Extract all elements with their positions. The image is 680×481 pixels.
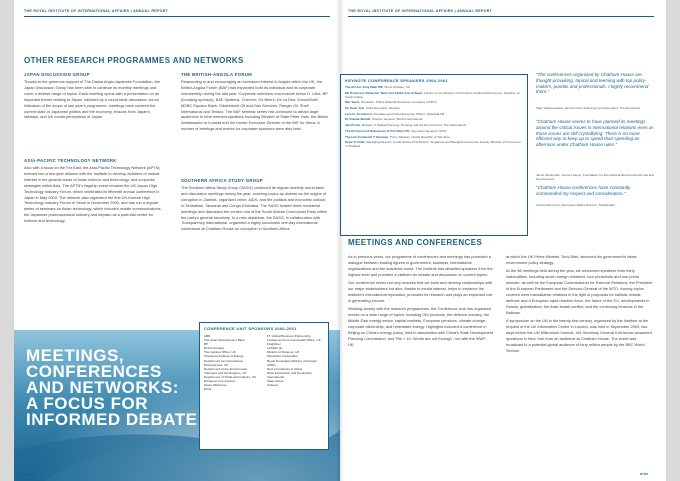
speaker-name: Dr Claude Mandil	[345, 117, 371, 122]
sponsor-item: Department of the Environment, Transport and the Regions, UK	[204, 366, 248, 375]
sponsor-item: ABB	[204, 334, 211, 338]
sponsors-list-col2	[267, 334, 324, 391]
section-title: OTHER RESEARCH PROGRAMMES AND NETWORKS	[24, 56, 244, 65]
speaker-name: The Rt Hon Tony Blair MP	[345, 85, 383, 89]
running-header-right: THE ROYAL INSTITUTE OF INTERNATIONAL AFFAIRS | ANNUAL REPORT	[348, 9, 493, 13]
angola-heading: THE BRITISH-ANGOLA FORUM	[181, 72, 253, 77]
right-page	[340, 0, 666, 481]
speaker-role: , President and Chief Executive Officer, Vattenfall AB	[371, 111, 444, 116]
sponsor-item: Chartered Institute of Energy	[204, 354, 244, 359]
sponsor-item: Department of Trade and Industry, UK	[204, 374, 257, 379]
speaker-role: , Chief Executive, Reuters	[364, 106, 400, 111]
sponsor-item: Department for International Development, UK	[204, 358, 243, 367]
keynote-speaker	[345, 92, 523, 100]
keynote-speaker	[345, 124, 523, 128]
header-rule	[24, 16, 330, 17]
speaker-role: , President, China National Petroleum Company (CNPC)	[359, 100, 437, 105]
speaker-name: The Hon Frederick T. Sumaye	[345, 134, 389, 139]
speaker-name: The Rt Hon Lord Robertson of Port Ellen PC	[345, 128, 410, 133]
sponsors-box	[199, 322, 329, 450]
speaker-role: , Prime Minister, United Republic of Tanzania	[388, 134, 450, 139]
aptn-heading: ASIA-PACIFIC TECHNOLOGY NETWORK	[24, 158, 117, 163]
speaker-name: Sir Peter Job	[345, 106, 365, 111]
speaker-role: , Minister of Spatial Planning, Housing and the Environment, The Netherlands	[359, 123, 467, 128]
header-rule	[348, 16, 654, 17]
meetings-col2: at which the UK Prime Minister, Tony Blair, launched his government's latest environment policy strategy. At the 98 meetings held during the year, we welcomed speakers from thirty nationalities, including seven foreign ministers, four presidents and one prime minister, as well as the European Commissioner for External Relations, the President of the European Parliament and the Director-General of the WTO. Among topics covered were transatlantic relations in the light of proposals for ballistic missile defence and a European rapid reaction force, the future of the EU, developments in Russia, globalization, the Arab-Israeli conflict, and the continuing tensions in the Balkans. A symposium on the UN in the twenty-first century, organized by the Institute at the request of the UK Information Centre in London, was held in September 2000, two days before the UN Millennium Summit. UN Secretary General Kofi Annan answered questions in New York from an audience at Chatham House. The event was broadcast to a potential global audience of forty million people by the BBC World Service.	[506, 254, 653, 353]
sponsors-heading: CONFERENCE UNIT SPONSORS 2000-2001	[204, 326, 297, 331]
speaker-role: , Adviser to the Ministry of Petroleum & Mineral Resources, Kingdom of Saudi Arabia	[345, 90, 520, 99]
speaker-name: Jan Pronk	[345, 123, 360, 128]
sponsor-item: Kingfisher	[267, 342, 281, 347]
sponsor-item: British Airways	[204, 346, 225, 351]
speaker-role: , Prime Minister, UK	[382, 85, 411, 89]
keynote-speaker	[345, 107, 523, 111]
sponsor-item: European Commission	[204, 379, 236, 384]
speaker-name: HE Professor Pataa bin Tamir bin Abdul Aziz al Saud	[345, 90, 423, 95]
page-number-right: nine	[640, 472, 649, 476]
keynote-speaker	[345, 141, 523, 149]
sasg-heading: SOUTHERN AFRICA STUDY GROUP	[181, 178, 263, 183]
sponsor-item: BP	[204, 342, 209, 347]
sponsors-list-col1	[204, 334, 261, 391]
sponsor-item: Nest Companies in China	[267, 366, 303, 371]
meetings-title: MEETINGS AND CONFERENCES	[348, 238, 483, 247]
sponsor-item: Shell Exploration and Production International	[267, 370, 312, 379]
quote-3: "Chatham House conferences have constantly commanded my respect and consideration."	[536, 185, 631, 196]
keynote-box	[340, 74, 528, 236]
keynote-speaker	[345, 130, 523, 134]
aptn-text: Also with a focus on the Far East, the Asia-Pacific Technology Network (APTN) entered into a two-year alliance with the Institute to develop activities of mutual interest in the general areas of Asian science and technology, and corporate strategies within Asia. The APTN's flagship event remains the UK-Japan High Technology Industry Forum, which celebrated its fifteenth annual conference in Japan in May 2000. The network also organized the first UK-Korean High Technology Industry Forum in Seoul in November 2000, and has run a regular series of seminars on Asian technology, which included mobile communications, the Japanese pharmaceutical industry and keiyaku as a potential centre for science and technology.	[24, 165, 162, 224]
keynote-speaker-list	[341, 86, 527, 149]
sponsor-item: Mitsubishi Corporation	[267, 354, 298, 359]
speaker-role: , Director General, World International	[370, 117, 423, 122]
running-header-left: THE ROYAL INSTITUTE OF INTERNATIONAL AFFAIRS | ANNUAL REPORT	[24, 9, 169, 13]
page-number-left: eight	[24, 472, 35, 476]
sponsor-item: The Asian Development Bank	[204, 338, 245, 343]
sponsor-item: Ernst	[204, 387, 212, 392]
keynote-speaker	[345, 113, 523, 117]
headline: MEETINGS, CONFERENCES AND NETWORKS: A FOCUS FOR INFORMED DEBATE	[26, 346, 198, 429]
sponsor-item: LASMO plc	[267, 346, 283, 351]
keynote-speaker	[345, 86, 523, 90]
sponsor-item: Unilever	[267, 383, 279, 388]
sponsor-item: Ministry of Defence, UK	[267, 350, 300, 355]
sponsor-item: State Street	[267, 379, 284, 384]
quote-1-source: Vijay Vaitheeswaran, Environment & Energy Correspondent, The Economist	[536, 106, 641, 110]
speaker-name: Wei Taoni	[345, 100, 360, 105]
japan-heading: JAPAN DISCUSSION GROUP	[24, 72, 90, 77]
sponsor-item: Foreign and Commonwealth Office, UK	[267, 338, 321, 343]
quote-2: "Chatham House seems to have planned its meetings around the critical issues in international relations even as those issues are still crystallizing. There is no more efficient way to keep up to speed than spending an afternoon under Chatham House rules."	[536, 119, 654, 148]
keynote-speaker	[345, 101, 523, 105]
quote-3-source: Aran Ireland-Lees, European Affairs Director, TotalFinaElf	[536, 203, 615, 207]
japan-text: Thanks to the generous support of The Daiwa Anglo-Japanese Foundation, the Japan Discussion Group has been able to continue its monthly meetings and cover a diverse range of topics. Each meeting opens with a presentation on an important theme relating to Japan, followed by a round-table discussion. As an indication of the scope of last year's programme, meetings have covered the current state of Japanese politics and the economy, lessons from Japan's railways, and UK media perceptions of Japan.	[24, 79, 160, 120]
speaker-name: Lars G. Josefsson	[345, 111, 372, 116]
speaker-role: , Managing Director, Credit Suisse First Boston, Singapore and Bangkok and former Deputy Minister of Commerce of Thailand	[345, 140, 521, 149]
angola-text: Responding to and encouraging an increased interest in Angola within the UK, the British-Angola Forum (BAF) has expanded both its individual and its corporate membership during the last year. Corporate members now include Arthur D. Little, BP (founding sponsor), BAE Systems, Chevron, De Beers, De La Rue, ExxonMobil, MSBC Equator Bank, Oddebrecht Oil and Gas Services, Ranger Oil, Shell International and Texaco. The BAF seminar series has continued to attract large audiences to hear eminent speakers including Minister of State Peter Hain, the British Ambassador to Luanda and the former Executive Director of the IMF for Africa. A number of briefings and events for corporate sponsors were also held.	[181, 79, 329, 132]
sponsor-item: The Cabinet Office, UK	[204, 350, 236, 355]
speaker-name: Peter P. Vidal	[345, 140, 365, 145]
keynote-speaker	[345, 118, 523, 122]
meetings-col1: As in previous years, our programme of conferences and meetings has promoted a dialogue between leading figures in government, business, international organizations and the academic world. The Institute has attracted speakers from the highest level and provided a platform for debate and discussion on current topics. Our conference series not only ensures that we build and develop relationships with our major stakeholders but also, thanks to media interest, helps to enhance the Institute's international reputation, promotes its research and plays an important role in generating income. Working closely with the research programmes, the Conference Unit has organized events on a wide range of topics, including GM products, the defence industry, the Middle East energy sector, capital markets, European pensions, climate change, corporate citizenship, and renewable energy. Highlights included a conference in Beijing on China's energy policy, held in association with China's State Development Planning Commission, and 'Rio + 10: Words are not Enough', run with the WWF-UK,	[348, 254, 494, 347]
sasg-text: The Southern Africa Study Group (SASG) continued its regular monthly round-table and discussion meetings during the year, covering topics as diverse as the origins of corruption in Zambia, organized crime, AIDS, and the political and economic outlook in Zimbabwe, Tanzania and Congo-Kinshasa. The SASG hosted three ministerial meetings and discussed the current role of the South African Communist Party within the party's general secretary. In a new departure, the SASG, in collaboration with Transparency International, organized a highly successful one-day international conference at Chatham House on corruption in Southern Africa.	[181, 185, 327, 232]
quote-1: "The conferences organized by Chatham House are thought-provoking, topical and teeming with top policy-makers, pundits and professionals. I highly recommend them."	[536, 72, 649, 95]
keynote-speaker	[345, 136, 523, 140]
speaker-role: , Secretary General, NATO	[409, 128, 447, 133]
quote-2-source: Jacob Werksman, Senior Lawyer, Foundation for International Environmental Law and Development	[536, 173, 654, 181]
sponsor-item: Glaxo Wellcome	[204, 383, 227, 388]
sponsor-item: FT Global Business Partnership	[267, 334, 311, 338]
keynote-heading: KEYNOTE CONFERENCE SPEAKERS 2000-2001	[345, 78, 448, 83]
left-page	[14, 0, 340, 481]
sponsor-item: Royal Norwegian Ministry of Foreign Affairs	[267, 358, 317, 367]
